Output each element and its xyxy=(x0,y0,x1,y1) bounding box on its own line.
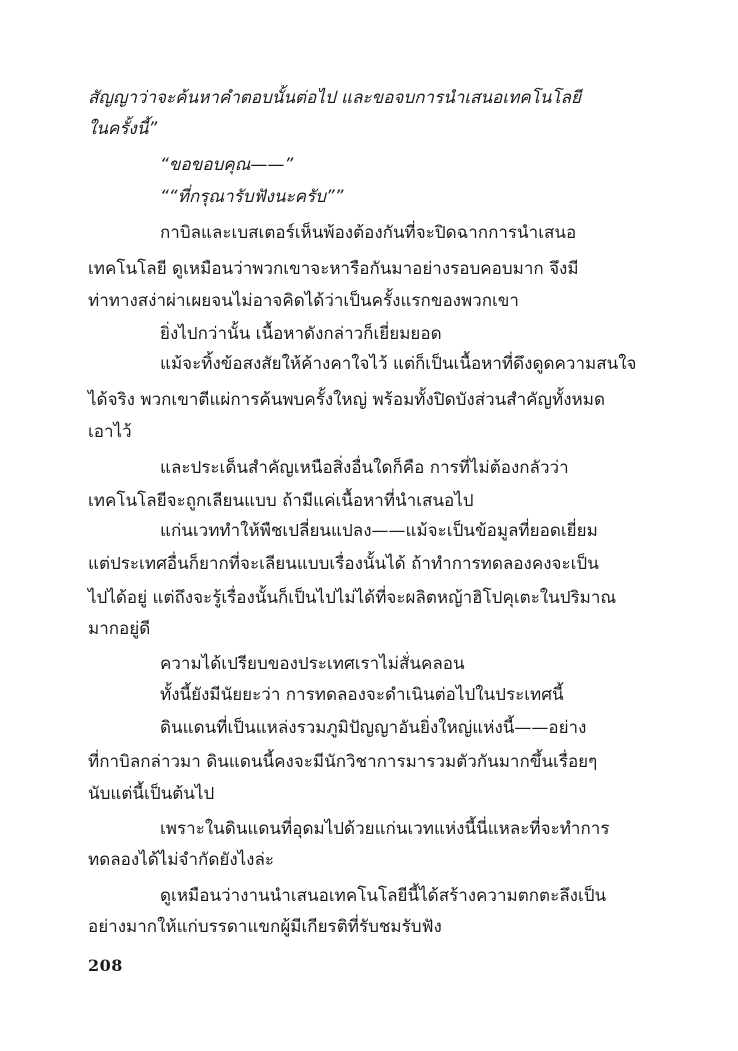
paragraph-start: กาบิลและเบสเตอร์เห็นพ้องต้องกันที่จะปิดฉากการนำเสนอ xyxy=(160,223,577,243)
text-line: เทคโนโลยี ดูเหมือนว่าพวกเขาจะหารือกันมาอย่างรอบคอบมาก จึงมี xyxy=(88,259,579,279)
paragraph-start: ยิ่งไปกว่านั้น เนื้อหาดังกล่าวก็เยี่ยมยอด xyxy=(160,324,442,344)
paragraph-start: ดินแดนที่เป็นแหล่งรวมภูมิปัญญาอันยิ่งใหญ่แห่งนี้——อย่าง xyxy=(160,718,587,738)
paragraph-start: แม้จะทิ้งข้อสงสัยให้ค้างคาใจไว้ แต่ก็เป็นเนื้อหาที่ดึงดูดความสนใจ xyxy=(160,354,637,374)
text-line: สัญญาว่าจะค้นหาคำตอบนั้นต่อไป และขอจบการนำเสนอเทคโนโลยี xyxy=(88,88,581,108)
paragraph-start: ความได้เปรียบของประเทศเราไม่สั่นคลอน xyxy=(160,654,465,674)
text-line: เอาไว้ xyxy=(88,422,132,442)
text-line: แต่ประเทศอื่นก็ยากที่จะเลียนแบบเรื่องนั้นได้ ถ้าทำการทดลองคงจะเป็น xyxy=(88,554,599,574)
dialogue-line: “ขอขอบคุณ——” xyxy=(160,155,294,175)
dialogue-line: ““ที่กรุณารับฟังนะครับ”” xyxy=(160,187,344,207)
paragraph-start: และประเด็นสำคัญเหนือสิ่งอื่นใดก็คือ การที่ไม่ต้องกลัวว่า xyxy=(160,458,569,478)
page-number: 208 xyxy=(88,956,123,975)
paragraph-start: ทั้งนี้ยังมีนัยยะว่า การทดลองจะดำเนินต่อไปในประเทศนี้ xyxy=(160,685,564,705)
paragraph-start: ดูเหมือนว่างานนำเสนอเทคโนโลยีนี้ได้สร้างความตกตะลึงเป็น xyxy=(160,886,607,906)
text-line: ท่าทางสง่าผ่าเผยจนไม่อาจคิดได้ว่าเป็นครั้งแรกของพวกเขา xyxy=(88,291,519,311)
text-line: ไปได้อยู่ แต่ถึงจะรู้เรื่องนั้นก็เป็นไปไม่ได้ที่จะผลิตหญ้าฮิโปคุเตะในปริมาณ xyxy=(88,588,617,608)
text-line: มากอยู่ดี xyxy=(88,619,151,639)
text-line: ในครั้งนี้” xyxy=(88,119,158,139)
text-line: เทคโนโลยีจะถูกเลียนแบบ ถ้ามีแค่เนื้อหาที่นำเสนอไป xyxy=(88,491,474,511)
paragraph-start: เพราะในดินแดนที่อุดมไปด้วยแก่นเวทแห่งนี้นี่แหละที่จะทำการ xyxy=(160,819,610,839)
text-line: นับแต่นี้เป็นต้นไป xyxy=(88,784,215,804)
text-line: อย่างมากให้แก่บรรดาแขกผู้มีเกียรติที่รับชมรับฟัง xyxy=(88,917,442,937)
paragraph-start: แก่นเวททำให้พืชเปลี่ยนแปลง——แม้จะเป็นข้อมูลที่ยอดเยี่ยม xyxy=(160,521,598,541)
text-line: ได้จริง พวกเขาตีแผ่การค้นพบครั้งใหญ่ พร้อมทั้งปิดบังส่วนสำคัญทั้งหมด xyxy=(88,390,605,410)
text-line: ที่กาบิลกล่าวมา ดินแดนนี้คงจะมีนักวิชาการมารวมตัวกันมากขึ้นเรื่อยๆ xyxy=(88,752,598,772)
text-line: ทดลองได้ไม่จำกัดยังไงล่ะ xyxy=(88,850,275,870)
